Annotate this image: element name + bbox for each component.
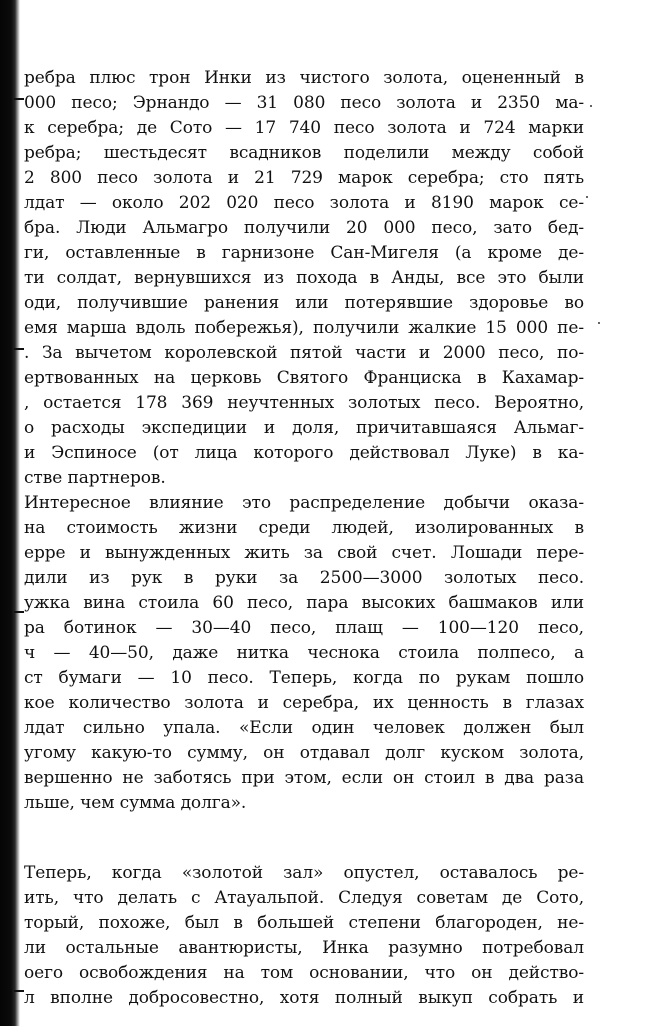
text-line: ти солдат, вернувшихся из похода в Анды, все это были bbox=[24, 268, 584, 288]
scan-speck bbox=[590, 105, 592, 107]
binding-shadow bbox=[0, 0, 20, 1026]
text-line: на стоимость жизни среди людей, изолированных в bbox=[24, 518, 584, 538]
text-line: оди, получившие ранения или потерявшие здоровье во bbox=[24, 293, 584, 313]
text-line: угому какую-то сумму, он отдавал долг куском золота, bbox=[24, 743, 584, 763]
text-line: ги, оставленные в гарнизоне Сан-Мигеля (а кроме де- bbox=[24, 243, 584, 263]
text-line: ить, что делать с Атауальпой. Следуя советам де Сото, bbox=[24, 888, 584, 908]
binding-mark bbox=[14, 611, 24, 613]
text-line: кое количество золота и серебра, их ценность в глазах bbox=[24, 693, 584, 713]
text-line: емя марша вдоль побережья), получили жалкие 15 000 пе- bbox=[24, 318, 584, 338]
scan-speck bbox=[586, 196, 588, 198]
text-line: Интересное влияние это распределение добычи оказа- bbox=[24, 493, 584, 513]
binding-mark bbox=[14, 348, 24, 350]
text-line: о расходы экспедиции и доля, причитавшаяся Альмаг- bbox=[24, 418, 584, 438]
text-line: ст бумаги — 10 песо. Теперь, когда по рукам пошло bbox=[24, 668, 584, 688]
text-line: 000 песо; Эрнандо — 31 080 песо золота и 2350 ма- bbox=[24, 93, 584, 113]
text-line: , остается 178 369 неучтенных золотых песо. Вероятно, bbox=[24, 393, 584, 413]
text-line: ли остальные авантюристы, Инка разумно потребовал bbox=[24, 938, 584, 958]
text-line: стве партнеров. bbox=[24, 468, 166, 488]
text-line: Теперь, когда «золотой зал» опустел, оставалось ре- bbox=[24, 863, 584, 883]
text-line: . За вычетом королевской пятой части и 2000 песо, по- bbox=[24, 343, 584, 363]
text-line: льше, чем сумма долга». bbox=[24, 793, 247, 813]
text-line: вершенно не заботясь при этом, если он стоил в два раза bbox=[24, 768, 584, 788]
text-line: 2 800 песо золота и 21 729 марок серебра; сто пять bbox=[24, 168, 584, 188]
text-line: ч — 40—50, даже нитка чеснока стоила полпесо, а bbox=[24, 643, 584, 663]
text-line: к серебра; де Сото — 17 740 песо золота и 724 марки bbox=[24, 118, 584, 138]
text-line: дили из рук в руки за 2500—3000 золотых песо. bbox=[24, 568, 584, 588]
text-line: ертвованных на церковь Святого Франциска в Кахамар- bbox=[24, 368, 584, 388]
text-line: ребра; шестьдесят всадников поделили между собой bbox=[24, 143, 584, 163]
text-line: ра ботинок — 30—40 песо, плащ — 100—120 песо, bbox=[24, 618, 584, 638]
text-line: ужка вина стоила 60 песо, пара высоких башмаков или bbox=[24, 593, 584, 613]
text-line: л вполне добросовестно, хотя полный выкуп собрать и bbox=[24, 988, 584, 1008]
text-line: лдат — около 202 020 песо золота и 8190 марок се- bbox=[24, 193, 584, 213]
text-line: торый, похоже, был в большей степени благороден, не- bbox=[24, 913, 584, 933]
binding-mark bbox=[14, 98, 24, 100]
text-line: бра. Люди Альмагро получили 20 000 песо, зато бед- bbox=[24, 218, 584, 238]
text-line: лдат сильно упала. «Если один человек должен был bbox=[24, 718, 584, 738]
binding-mark bbox=[14, 990, 24, 992]
scan-speck bbox=[598, 322, 600, 324]
text-line: ребра плюс трон Инки из чистого золота, оцененный в bbox=[24, 68, 584, 88]
text-line: и Эспиносе (от лица которого действовал Луке) в ка- bbox=[24, 443, 584, 463]
text-line: ерре и вынужденных жить за свой счет. Лошади пере- bbox=[24, 543, 584, 563]
text-line: оего освобождения на том основании, что он действо- bbox=[24, 963, 584, 983]
